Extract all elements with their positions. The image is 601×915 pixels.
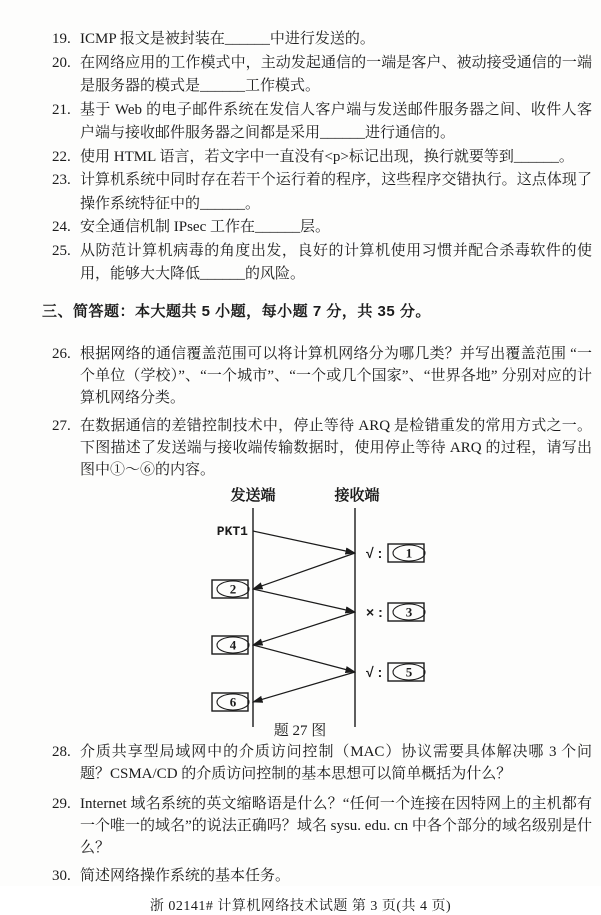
send-box-1 bbox=[212, 580, 249, 598]
question-29 bbox=[0, 793, 601, 859]
page-footer: 浙 02141# 计算机网络技术试题 第 3 页(共 4 页) bbox=[149, 898, 452, 914]
question-27 bbox=[0, 415, 601, 481]
arrow-ack1 bbox=[253, 553, 355, 589]
question-text: 计算机系统中同时存在若干个运行着的程序，这些程序交错执行。这点体现了操作系统特征中的______。 bbox=[80, 172, 592, 212]
receive-row-2 bbox=[366, 603, 425, 621]
question-24 bbox=[0, 216, 601, 240]
circled-number: 2 bbox=[229, 581, 237, 596]
question-22 bbox=[0, 146, 601, 170]
packet-label: PKT1 bbox=[216, 523, 248, 539]
send-box-3 bbox=[212, 693, 249, 711]
check-mark: √ : bbox=[366, 544, 383, 561]
question-text: 在网络应用的工作模式中，主动发起通信的一端是客户、被动接受通信的一端是服务器的模式是______工作模式。 bbox=[80, 54, 592, 94]
question-26 bbox=[0, 343, 601, 409]
arrow-pkt1 bbox=[253, 531, 355, 553]
question-number: 28. bbox=[52, 743, 71, 760]
question-text: 在数据通信的差错控制技术中，停止等待 ARQ 是检错重发的常用方式之一。下图描述了发送端与接收端传输数据时，使用停止等待 ARQ 的过程，请写出图中①～⑥的内容。 bbox=[80, 417, 592, 478]
question-text: 基于 Web 的电子邮件系统在发信人客户端与发送邮件服务器之间、收件人客户端与接收邮件服务器之间都是采用______进行通信的。 bbox=[80, 101, 592, 141]
question-text: 介质共享型局域网中的介质访问控制（MAC）协议需要具体解决哪 3 个问题？CSMA/CD 的介质访问控制的基本思想可以简单概括为什么？ bbox=[80, 743, 592, 782]
diagram-caption: 题 27 图 bbox=[273, 722, 327, 739]
question-number: 29. bbox=[52, 795, 71, 812]
question-text: 使用 HTML 语言，若文字中一直没有<p>标记出现，换行就要等到______。 bbox=[80, 148, 574, 165]
sender-label: 发送端 bbox=[230, 486, 276, 504]
receiver-label: 接收端 bbox=[334, 486, 380, 504]
receive-row-3 bbox=[366, 663, 425, 681]
circled-number: 1 bbox=[405, 545, 413, 560]
question-25 bbox=[0, 240, 601, 287]
question-text: 从防范计算机病毒的角度出发，良好的计算机使用习惯并配合杀毒软件的使用，能够大大降低______的风险。 bbox=[80, 242, 592, 282]
circled-number: 5 bbox=[405, 664, 413, 679]
question-text: 根据网络的通信覆盖范围可以将计算机网络分为哪几类？并写出覆盖范围 “一个单位（学校）”、“一个城市”、“一个或几个国家”、“世界各地” 分别对应的计算机网络分类。 bbox=[80, 345, 592, 406]
receive-row-1 bbox=[366, 544, 425, 562]
question-number: 22. bbox=[52, 148, 71, 165]
question-20 bbox=[0, 52, 601, 99]
question-number: 19. bbox=[52, 31, 71, 47]
question-text: 安全通信机制 IPsec 工作在______层。 bbox=[80, 219, 330, 235]
question-text: Internet 域名系统的英文缩略语是什么？“任何一个连接在因特网上的主机都有一个唯一的域名”的说法正确吗？域名 sysu. edu. cn 中各个部分的域名级别是什么？ bbox=[80, 795, 592, 856]
question-number: 23. bbox=[52, 172, 71, 188]
arrow-pkt3 bbox=[253, 645, 355, 672]
question-number: 21. bbox=[52, 101, 71, 118]
arq-diagram bbox=[0, 485, 601, 737]
question-number: 20. bbox=[52, 54, 71, 71]
section-heading: 三、简答题：本大题共 5 小题，每小题 7 分，共 35 分。 bbox=[42, 302, 431, 320]
question-text: 简述网络操作系统的基本任务。 bbox=[80, 867, 291, 884]
short-answer-section bbox=[0, 343, 601, 887]
question-number: 26. bbox=[52, 345, 71, 362]
question-30 bbox=[0, 865, 601, 887]
question-text: ICMP 报文是被封装在______中进行发送的。 bbox=[80, 31, 375, 47]
question-number: 24. bbox=[52, 219, 71, 235]
question-number: 25. bbox=[52, 242, 71, 259]
circled-number: 6 bbox=[229, 694, 237, 709]
question-19 bbox=[0, 28, 601, 52]
question-28 bbox=[0, 741, 601, 785]
question-21 bbox=[0, 99, 601, 146]
question-number: 30. bbox=[52, 867, 71, 884]
question-number: 27. bbox=[52, 417, 71, 434]
arrow-nak bbox=[253, 612, 355, 645]
circled-number: 3 bbox=[405, 604, 413, 619]
arrow-pkt2 bbox=[253, 589, 355, 612]
arrow-ack2 bbox=[253, 672, 355, 702]
send-box-2 bbox=[212, 636, 249, 654]
fill-blank-section bbox=[0, 28, 601, 287]
check-mark: √ : bbox=[366, 663, 383, 680]
circled-number: 4 bbox=[229, 637, 237, 652]
question-23 bbox=[0, 169, 601, 216]
cross-mark: × : bbox=[366, 603, 383, 620]
